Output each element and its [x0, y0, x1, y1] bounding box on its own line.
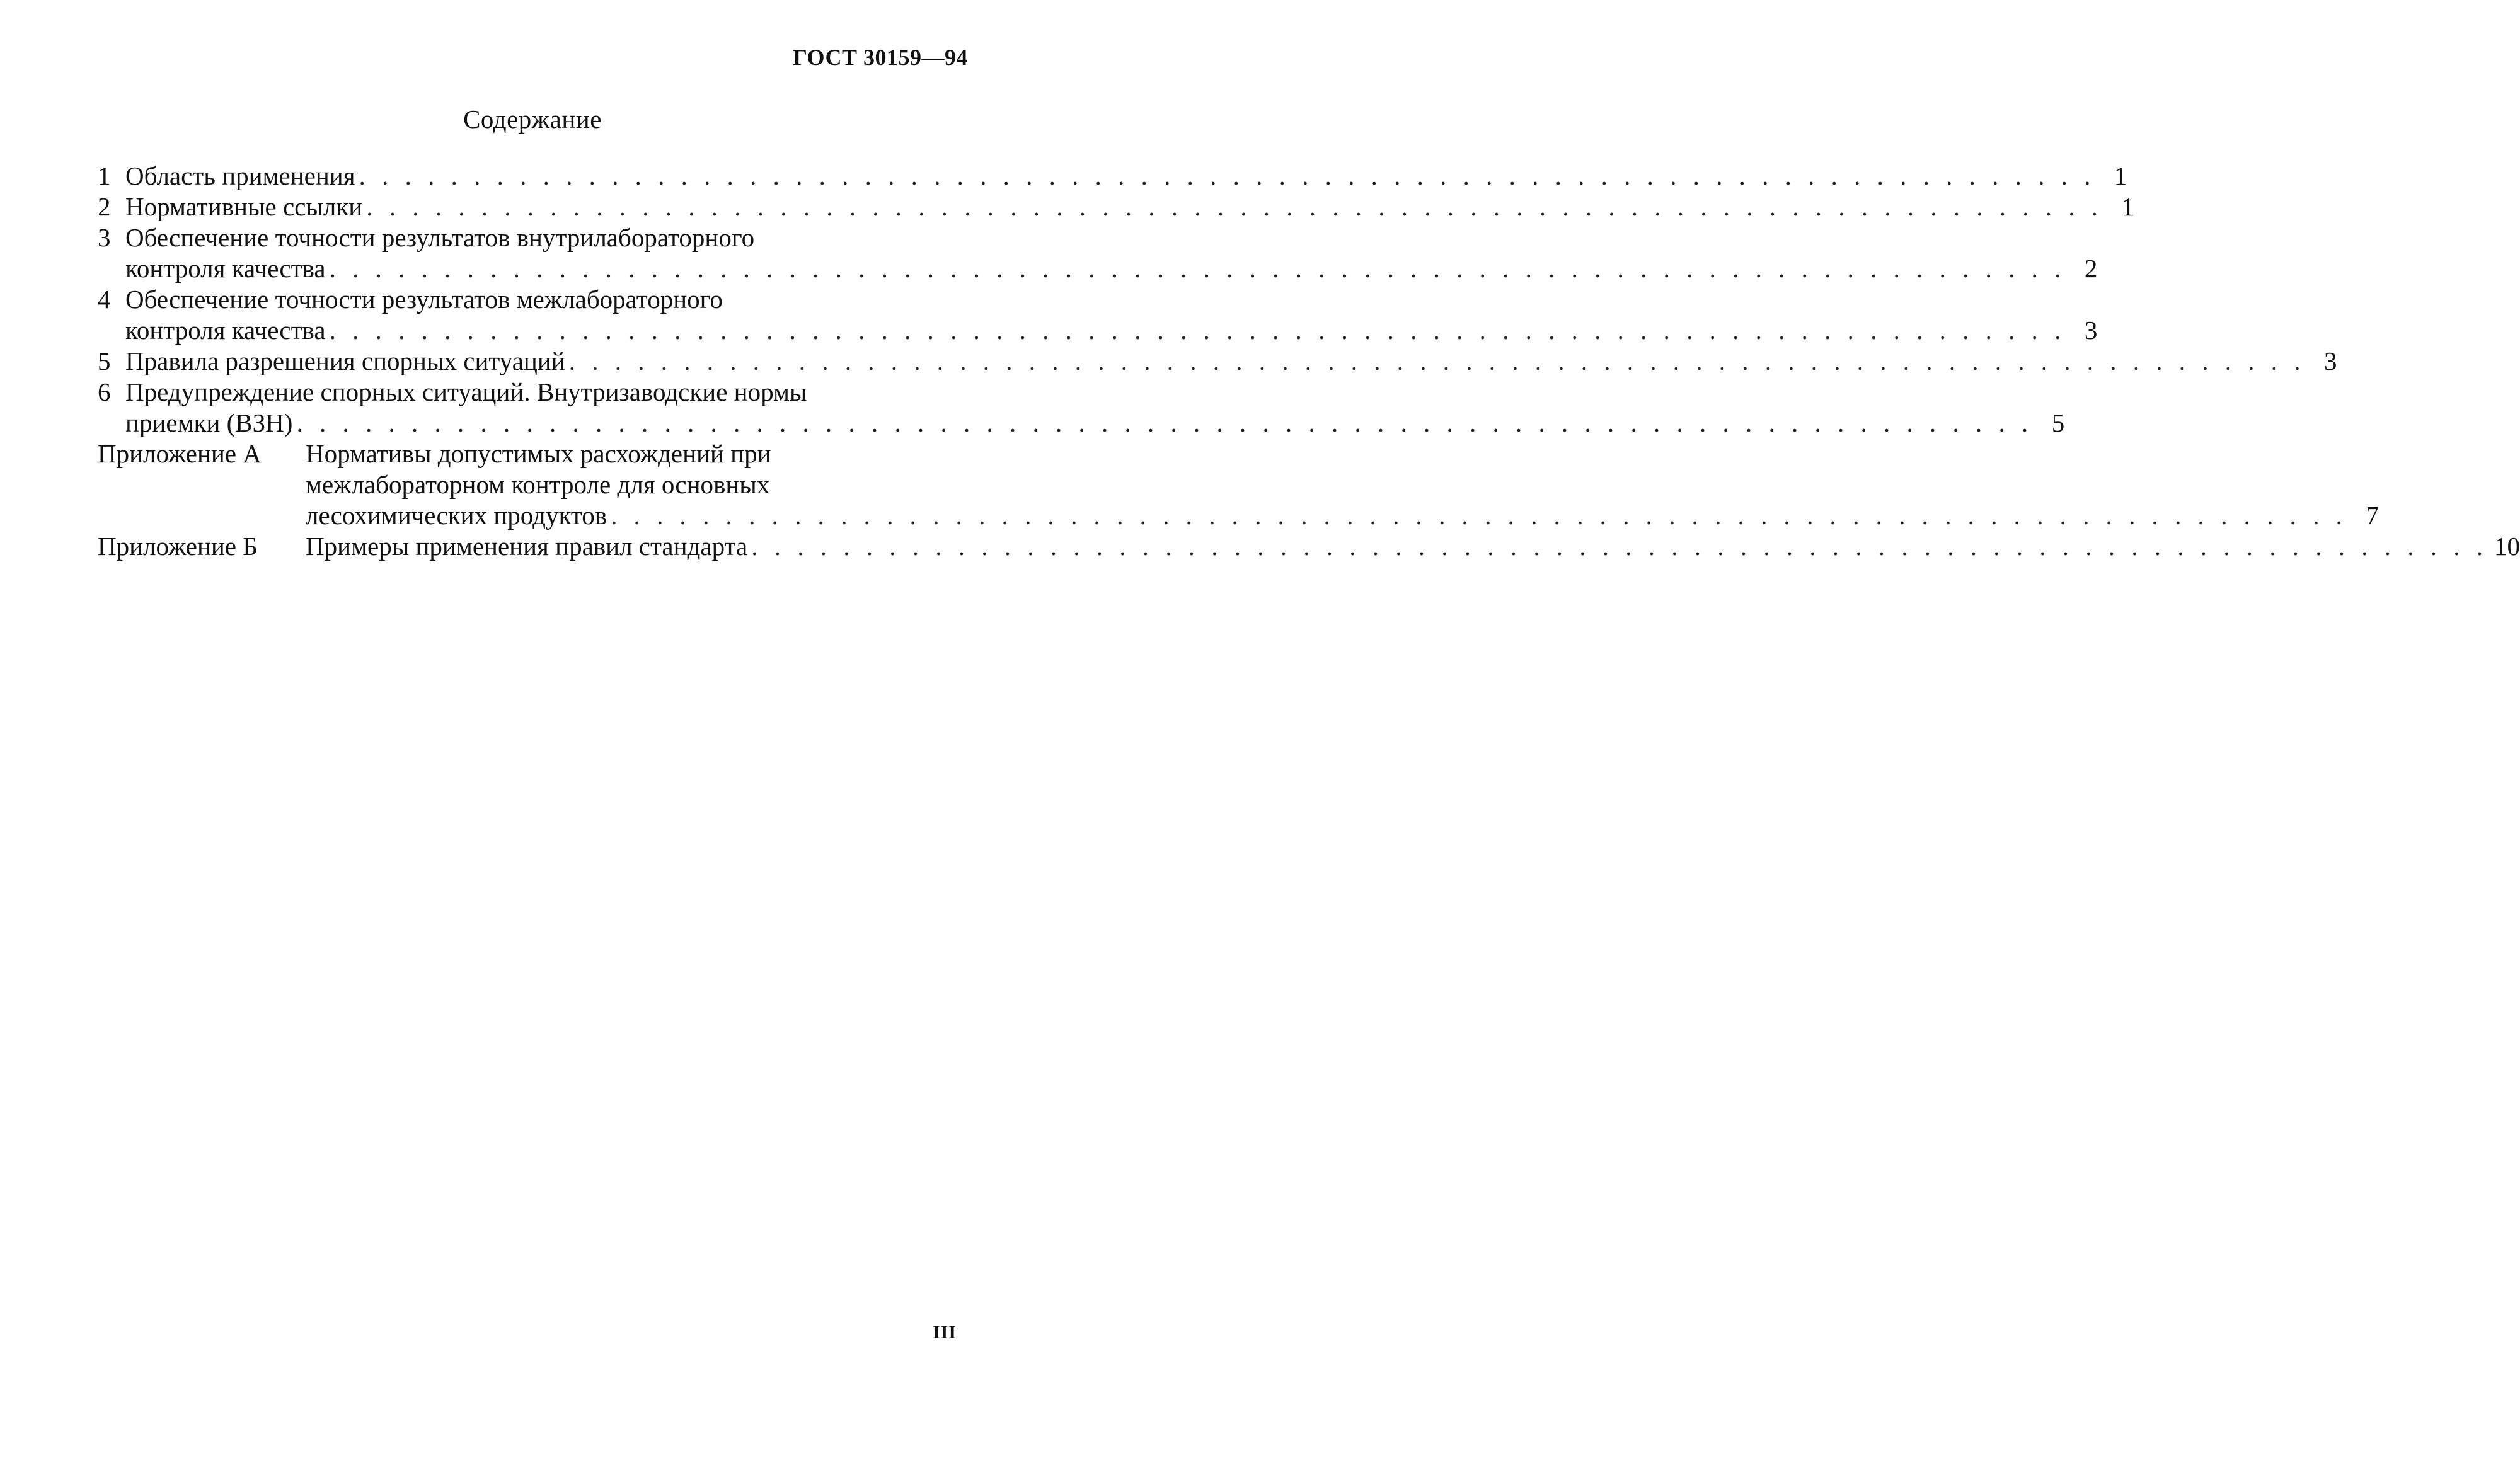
toc-entry-number: 3	[98, 223, 111, 252]
appendix-page: 7	[2366, 501, 2379, 530]
toc-entry-title: Область применения	[125, 161, 355, 190]
toc-entry-title-continued: контроля качества	[125, 254, 326, 283]
toc-entry-page: 3	[2324, 347, 2337, 375]
toc-entry-title: Предупреждение спорных ситуаций. Внутризаводские нормы	[125, 377, 807, 406]
toc-entry-page: 5	[2051, 408, 2065, 437]
toc-entry-page: 3	[2084, 316, 2098, 345]
table-of-contents	[98, 161, 2520, 562]
toc-entry-number: 4	[98, 285, 111, 314]
toc-entry-2[interactable]	[98, 192, 2134, 222]
dot-leader	[611, 500, 2347, 531]
toc-entry-page: 1	[2114, 161, 2127, 190]
dot-leader	[751, 531, 2488, 562]
toc-entry-title: Обеспечение точности результатов внутрилабораторного	[125, 223, 755, 252]
toc-entry-title: Обеспечение точности результатов межлабораторного	[125, 285, 723, 314]
document-code-header: ГОСТ 30159—94	[793, 45, 968, 70]
toc-entry-page: 1	[2121, 192, 2134, 221]
toc-entry-number: 6	[98, 377, 111, 406]
toc-entry-title-continued: контроля качества	[125, 316, 326, 345]
toc-entry-number: 2	[98, 192, 111, 221]
page-title: Содержание	[463, 105, 602, 134]
dot-leader	[296, 408, 2033, 438]
appendix-title-continued: межлабораторном контроле для основных	[306, 470, 770, 499]
appendix-title: Нормативы допустимых расхождений при	[306, 439, 771, 468]
toc-entry-title: Нормативные ссылки	[125, 192, 363, 221]
toc-appendix-a[interactable]	[98, 438, 2379, 531]
dot-leader	[366, 192, 2103, 222]
toc-entry-4[interactable]	[98, 284, 2098, 346]
toc-entry-page: 2	[2084, 254, 2098, 283]
dot-leader	[330, 315, 2066, 346]
toc-entry-3[interactable]	[98, 222, 2098, 284]
toc-entry-5[interactable]	[98, 346, 2337, 377]
appendix-title-continued: лесохимических продуктов	[306, 501, 607, 530]
toc-entry-number: 5	[98, 347, 111, 375]
appendix-label: Приложение А	[98, 439, 262, 468]
dot-leader	[569, 346, 2306, 377]
toc-entry-number: 1	[98, 161, 111, 190]
toc-entry-1[interactable]	[98, 161, 2127, 192]
dot-leader	[330, 253, 2066, 284]
toc-entry-title: Правила разрешения спорных ситуаций	[125, 347, 565, 375]
page-number: III	[932, 1322, 957, 1343]
dot-leader	[359, 161, 2096, 192]
appendix-page: 10	[2494, 532, 2520, 561]
toc-entry-title-continued: приемки (ВЗН)	[125, 408, 293, 437]
appendix-label: Приложение Б	[98, 532, 258, 561]
toc-appendix-b[interactable]	[98, 531, 2520, 562]
toc-entry-6[interactable]	[98, 377, 2065, 438]
appendix-title: Примеры применения правил стандарта	[306, 532, 748, 561]
